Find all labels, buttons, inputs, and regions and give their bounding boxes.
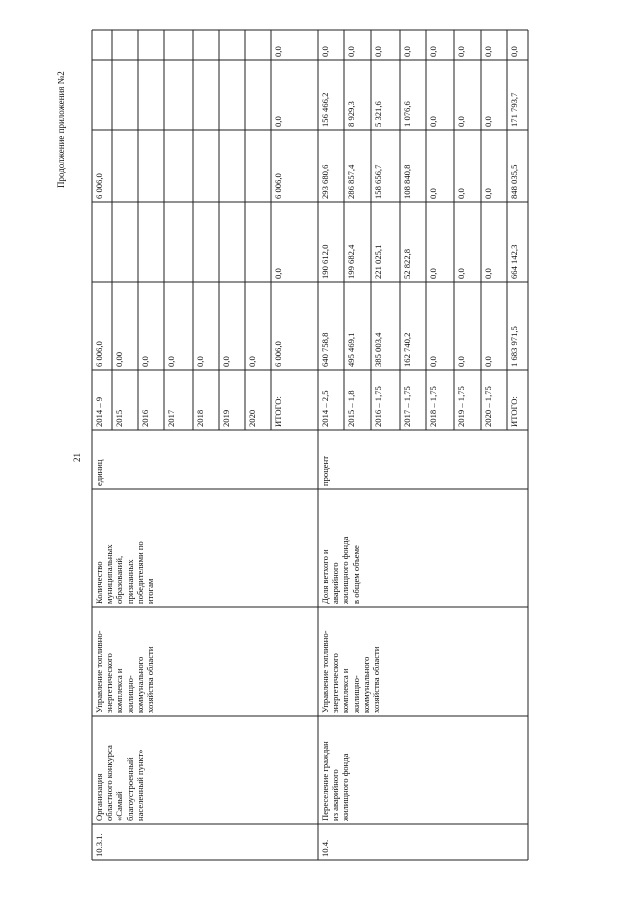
value-total: 162 740,2 — [402, 332, 412, 367]
row-number: 10.3.1. — [94, 833, 104, 857]
value-total: 0,0 — [140, 356, 150, 367]
value-year: 2014 – 9 — [94, 396, 104, 427]
value-year: 2020 — [247, 409, 257, 427]
value-year: 2019 — [221, 409, 231, 427]
value-other: 0,0 — [402, 46, 412, 57]
value-year: 2018 – 1,75 — [428, 386, 438, 427]
value-other: 0,0 — [346, 46, 356, 57]
value-reg: 286 857,4 — [346, 164, 356, 199]
value-fed: 221 025,1 — [373, 244, 383, 279]
indicator-name: Количество муниципальных образований, признанных победителями по итогам — [94, 541, 156, 604]
value-total: 0,0 — [195, 356, 205, 367]
value-total: 0,0 — [483, 356, 493, 367]
value-year: 2019 – 1,75 — [456, 386, 466, 427]
value-year: ИТОГО: — [509, 396, 519, 427]
value-total: 0,0 — [166, 356, 176, 367]
value-total: 495 469,1 — [346, 332, 356, 367]
value-total: 640 758,8 — [320, 332, 330, 367]
row-number: 10.4. — [320, 839, 330, 857]
page-number: 21 — [72, 453, 82, 462]
value-other: 0,0 — [428, 46, 438, 57]
value-mun: 156 466,2 — [320, 92, 330, 127]
value-reg: 108 840,8 — [402, 164, 412, 199]
value-mun: 0,0 — [428, 116, 438, 127]
value-reg: 0,0 — [428, 188, 438, 199]
value-reg: 6 006,0 — [94, 173, 104, 199]
value-year: 2015 – 1,8 — [346, 390, 356, 427]
value-other: 0,0 — [456, 46, 466, 57]
value-reg: 6 006,0 — [273, 173, 283, 199]
value-year: 2015 — [114, 409, 124, 427]
value-mun: 0,0 — [483, 116, 493, 127]
value-fed: 190 612,0 — [320, 244, 330, 279]
activity-name: Организация областного конкурса «Самый благоустроенный населенный пункт» — [94, 745, 145, 821]
value-reg: 158 656,7 — [373, 164, 383, 199]
value-mun: 8 929,3 — [346, 101, 356, 127]
value-fed: 0,0 — [483, 268, 493, 279]
value-total: 0,0 — [456, 356, 466, 367]
value-year: 2016 — [140, 409, 150, 427]
value-total: 6 006,0 — [273, 341, 283, 367]
value-fed: 0,0 — [273, 268, 283, 279]
executor-name: Управление топливно- энергетического комплекса и жилищно- коммунального хозяйства области — [94, 630, 156, 713]
value-year: ИТОГО: — [273, 396, 283, 427]
value-total: 6 006,0 — [94, 341, 104, 367]
unit-of-measure: процент — [320, 456, 330, 486]
value-fed: 0,0 — [428, 268, 438, 279]
value-other: 0,0 — [483, 46, 493, 57]
value-total: 0,0 — [221, 356, 231, 367]
value-total: 0,00 — [114, 351, 124, 367]
value-mun: 0,0 — [456, 116, 466, 127]
value-other: 0,0 — [509, 46, 519, 57]
value-reg: 848 035,5 — [509, 164, 519, 199]
value-year: 2017 — [166, 409, 176, 427]
value-fed: 664 142,3 — [509, 244, 519, 279]
value-total: 0,0 — [247, 356, 257, 367]
value-fed: 0,0 — [456, 268, 466, 279]
value-other: 0,0 — [373, 46, 383, 57]
value-other: 0,0 — [273, 46, 283, 57]
value-year: 2014 – 2,5 — [320, 390, 330, 427]
value-total: 1 683 971,5 — [509, 326, 519, 367]
value-mun: 171 793,7 — [509, 92, 519, 127]
value-fed: 52 822,8 — [402, 248, 412, 279]
value-mun: 5 321,6 — [373, 101, 383, 127]
executor-name: Управление топливно- энергетического комплекса и жилищно- коммунального хозяйства области — [320, 630, 382, 713]
unit-of-measure: единиц — [94, 459, 104, 486]
value-year: 2017 – 1,75 — [402, 386, 412, 427]
value-total: 385 003,4 — [373, 332, 383, 367]
value-reg: 0,0 — [456, 188, 466, 199]
value-year: 2016 – 1,75 — [373, 386, 383, 427]
value-reg: 293 680,6 — [320, 164, 330, 199]
value-mun: 0,0 — [273, 116, 283, 127]
activity-name: Переселение граждан из аварийного жилищного фонда — [320, 741, 351, 821]
continuation-note: Продолжение приложения №2 — [56, 71, 66, 188]
value-total: 0,0 — [428, 356, 438, 367]
value-mun: 1 076,6 — [402, 101, 412, 127]
value-other: 0,0 — [320, 46, 330, 57]
indicator-name: Доля ветхого и аварийного жилищного фонда в общем объеме — [320, 536, 361, 604]
value-reg: 0,0 — [483, 188, 493, 199]
value-year: 2018 — [195, 409, 205, 427]
value-fed: 199 682,4 — [346, 244, 356, 279]
value-year: 2020 – 1,75 — [483, 386, 493, 427]
